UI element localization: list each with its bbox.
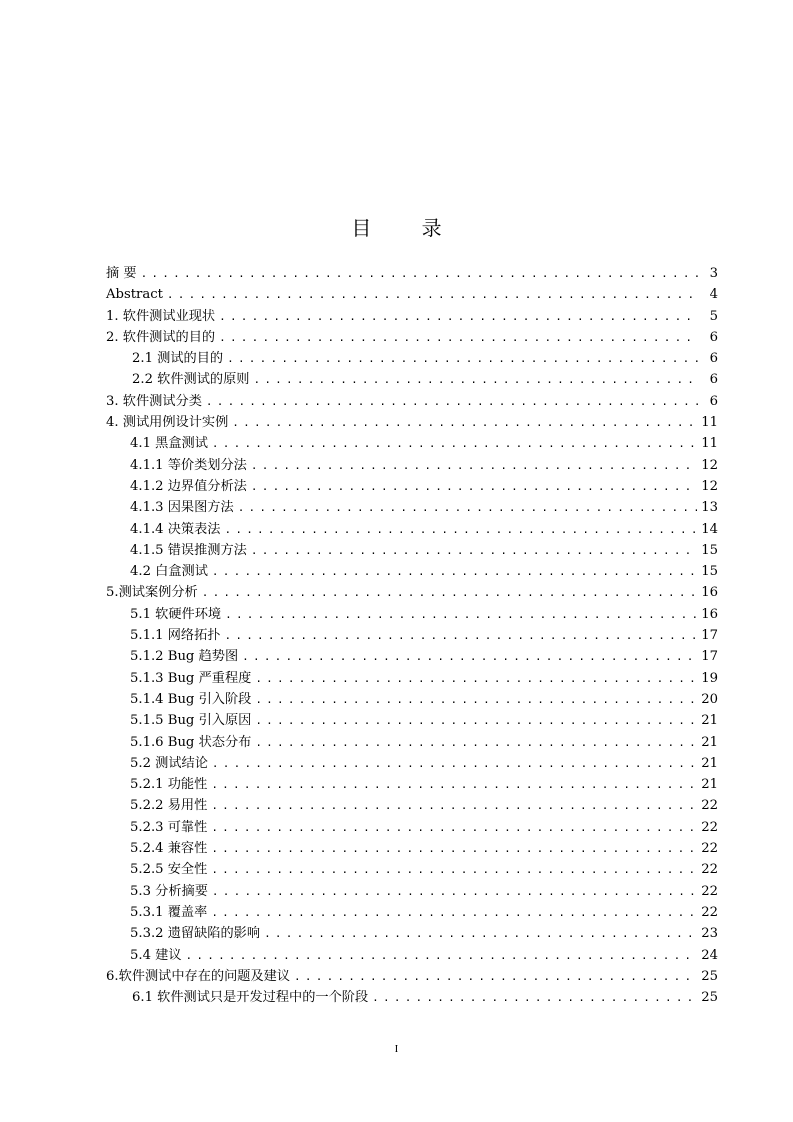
toc-entry[interactable]: [106, 306, 718, 327]
dot-leader: [251, 540, 697, 561]
toc-entry-label: 5.1.3 Bug 严重程度: [130, 670, 252, 686]
dot-leader: [211, 902, 697, 923]
toc-entry-page: 22: [701, 862, 718, 878]
toc-entry-page: 6: [709, 351, 718, 367]
toc-entry-label: 5.4 建议: [130, 947, 182, 963]
dot-leader: [211, 817, 697, 838]
dot-leader: [211, 795, 697, 816]
dot-leader: [186, 945, 698, 966]
toc-entry-page: 19: [701, 670, 718, 686]
toc-entry-label: 1. 软件测试业现状: [106, 308, 216, 324]
toc-title: 目 录: [351, 216, 464, 240]
toc-entry-page: 22: [701, 798, 718, 814]
toc-entry-page: 17: [701, 628, 718, 644]
toc-entry-page: 21: [701, 734, 718, 750]
toc-entry-label: 2.1 测试的目的: [132, 351, 224, 367]
toc-entry[interactable]: [106, 391, 718, 412]
toc-entry-label: 2.2 软件测试的原则: [132, 372, 250, 388]
toc-entry-label: 4.1.2 边界值分析法: [130, 478, 247, 494]
toc-entry-page: 5: [709, 308, 718, 324]
toc-entry-page: 6: [709, 329, 718, 345]
toc-entry[interactable]: [106, 945, 718, 966]
toc-entry[interactable]: [106, 625, 718, 646]
toc-entry[interactable]: [106, 369, 718, 390]
toc-entry[interactable]: [106, 668, 718, 689]
toc-entry-label: 5.1.5 Bug 引入原因: [130, 713, 252, 729]
toc-entry[interactable]: [106, 582, 718, 603]
toc-entry[interactable]: [106, 859, 718, 880]
dot-leader: [255, 732, 697, 753]
toc-entry[interactable]: [106, 753, 718, 774]
toc-entry[interactable]: [106, 476, 718, 497]
toc-entry[interactable]: [106, 497, 718, 518]
table-of-contents: [106, 263, 718, 1008]
dot-leader: [225, 604, 697, 625]
toc-entry[interactable]: [106, 817, 718, 838]
dot-leader: [251, 476, 697, 497]
toc-entry-label: 2. 软件测试的目的: [106, 329, 216, 345]
toc-entry[interactable]: [106, 902, 718, 923]
toc-entry-label: 6.软件测试中存在的问题及建议: [106, 968, 291, 984]
toc-entry-page: 24: [701, 947, 718, 963]
toc-entry[interactable]: [106, 412, 718, 433]
toc-entry-page: 21: [701, 713, 718, 729]
dot-leader: [242, 646, 697, 667]
toc-entry-label: 5.1.2 Bug 趋势图: [130, 649, 239, 665]
toc-entry-label: 5.2.5 安全性: [130, 862, 208, 878]
toc-entry-page: 15: [701, 542, 718, 558]
toc-entry-label: 5.2.1 功能性: [130, 777, 208, 793]
toc-entry-page: 14: [701, 521, 718, 537]
toc-entry[interactable]: [106, 966, 718, 987]
toc-entry[interactable]: [106, 881, 718, 902]
toc-entry-page: 17: [701, 649, 718, 665]
toc-entry-page: 11: [701, 436, 718, 452]
toc-entry-label: 5.1.1 网络拓扑: [130, 628, 221, 644]
toc-entry[interactable]: [106, 795, 718, 816]
dot-leader: [206, 391, 698, 412]
toc-entry-page: 6: [709, 393, 718, 409]
toc-entry[interactable]: [106, 923, 718, 944]
toc-entry-page: 6: [709, 372, 718, 388]
toc-entry-label: 6.1 软件测试只是开发过程中的一个阶段: [132, 990, 369, 1006]
dot-leader: [211, 774, 697, 795]
toc-entry[interactable]: [106, 838, 718, 859]
dot-leader: [264, 923, 697, 944]
toc-entry[interactable]: [106, 455, 718, 476]
dot-leader: [238, 497, 698, 518]
toc-entry-label: 4.1.5 错误推测方法: [130, 542, 247, 558]
dot-leader: [211, 838, 697, 859]
toc-entry-page: 22: [701, 819, 718, 835]
dot-leader: [253, 369, 698, 390]
toc-entry-page: 20: [701, 691, 718, 707]
toc-entry-label: 3. 软件测试分类: [106, 393, 202, 409]
toc-entry-label: 4.1.1 等价类划分法: [130, 457, 247, 473]
toc-entry-page: 12: [701, 478, 718, 494]
toc-entry[interactable]: [106, 646, 718, 667]
toc-entry-page: 3: [709, 266, 718, 281]
toc-entry-page: 22: [701, 904, 718, 920]
dot-leader: [232, 412, 697, 433]
toc-entry-label: 摘 要: [106, 266, 137, 281]
toc-entry[interactable]: [106, 540, 718, 561]
toc-entry-label: 5.1 软硬件环境: [130, 606, 222, 622]
toc-entry-label: 4.1.3 因果图方法: [130, 500, 234, 516]
toc-entry-label: 5.测试案例分析: [106, 585, 198, 601]
toc-entry-label: 5.1.6 Bug 状态分布: [130, 734, 252, 750]
toc-entry-label: 5.3 分析摘要: [130, 883, 208, 899]
toc-entry[interactable]: [106, 561, 718, 582]
toc-entry[interactable]: [106, 689, 718, 710]
toc-entry-label: Abstract: [106, 287, 163, 303]
toc-entry-label: 5.3.2 遗留缺陷的影响: [130, 926, 261, 942]
toc-entry-page: 16: [701, 606, 718, 622]
dot-leader: [255, 710, 697, 731]
dot-leader: [141, 263, 698, 284]
toc-entry-page: 4: [709, 287, 718, 303]
dot-leader: [225, 519, 698, 540]
toc-entry[interactable]: [106, 327, 718, 348]
dot-leader: [219, 327, 698, 348]
toc-entry[interactable]: [106, 732, 718, 753]
toc-entry-label: 5.2.3 可靠性: [130, 819, 208, 835]
dot-leader: [225, 625, 698, 646]
toc-entry[interactable]: [106, 284, 718, 305]
dot-leader: [372, 987, 697, 1008]
toc-entry[interactable]: [106, 987, 718, 1008]
dot-leader: [219, 306, 698, 327]
dot-leader: [212, 433, 697, 454]
dot-leader: [212, 753, 697, 774]
toc-entry-label: 4.1 黑盒测试: [130, 436, 208, 452]
dot-leader: [202, 582, 698, 603]
dot-leader: [255, 668, 697, 689]
dot-leader: [211, 859, 697, 880]
toc-entry[interactable]: [106, 348, 718, 369]
toc-entry-label: 5.1.4 Bug 引入阶段: [130, 691, 252, 707]
toc-entry-page: 13: [701, 500, 718, 516]
toc-entry[interactable]: [106, 433, 718, 454]
toc-entry-label: 5.2.2 易用性: [130, 798, 208, 814]
toc-entry-label: 5.2.4 兼容性: [130, 841, 208, 857]
dot-leader: [167, 284, 698, 305]
toc-entry-label: 5.2 测试结论: [130, 755, 208, 771]
dot-leader: [212, 561, 697, 582]
toc-entry-label: 4. 测试用例设计实例: [106, 415, 229, 431]
toc-entry-page: 11: [701, 415, 718, 431]
toc-entry-page: 25: [701, 990, 718, 1006]
toc-entry-page: 12: [701, 457, 718, 473]
dot-leader: [251, 455, 697, 476]
dot-leader: [255, 689, 697, 710]
toc-entry[interactable]: [106, 710, 718, 731]
toc-entry[interactable]: [106, 774, 718, 795]
toc-entry[interactable]: [106, 604, 718, 625]
page-number: I: [394, 1043, 399, 1055]
toc-entry-page: 21: [701, 777, 718, 793]
toc-entry-page: 21: [701, 755, 718, 771]
toc-entry-page: 22: [701, 841, 718, 857]
dot-leader: [294, 966, 697, 987]
toc-entry-page: 23: [701, 926, 718, 942]
toc-entry-page: 25: [701, 968, 718, 984]
toc-entry-label: 4.2 白盒测试: [130, 564, 208, 580]
dot-leader: [212, 881, 697, 902]
toc-entry-label: 4.1.4 决策表法: [130, 521, 221, 537]
dot-leader: [227, 348, 698, 369]
toc-entry-page: 22: [701, 883, 718, 899]
toc-entry-page: 15: [701, 564, 718, 580]
toc-entry[interactable]: [106, 263, 718, 284]
toc-entry-label: 5.3.1 覆盖率: [130, 904, 208, 920]
toc-entry[interactable]: [106, 519, 718, 540]
toc-entry-page: 16: [701, 585, 718, 601]
